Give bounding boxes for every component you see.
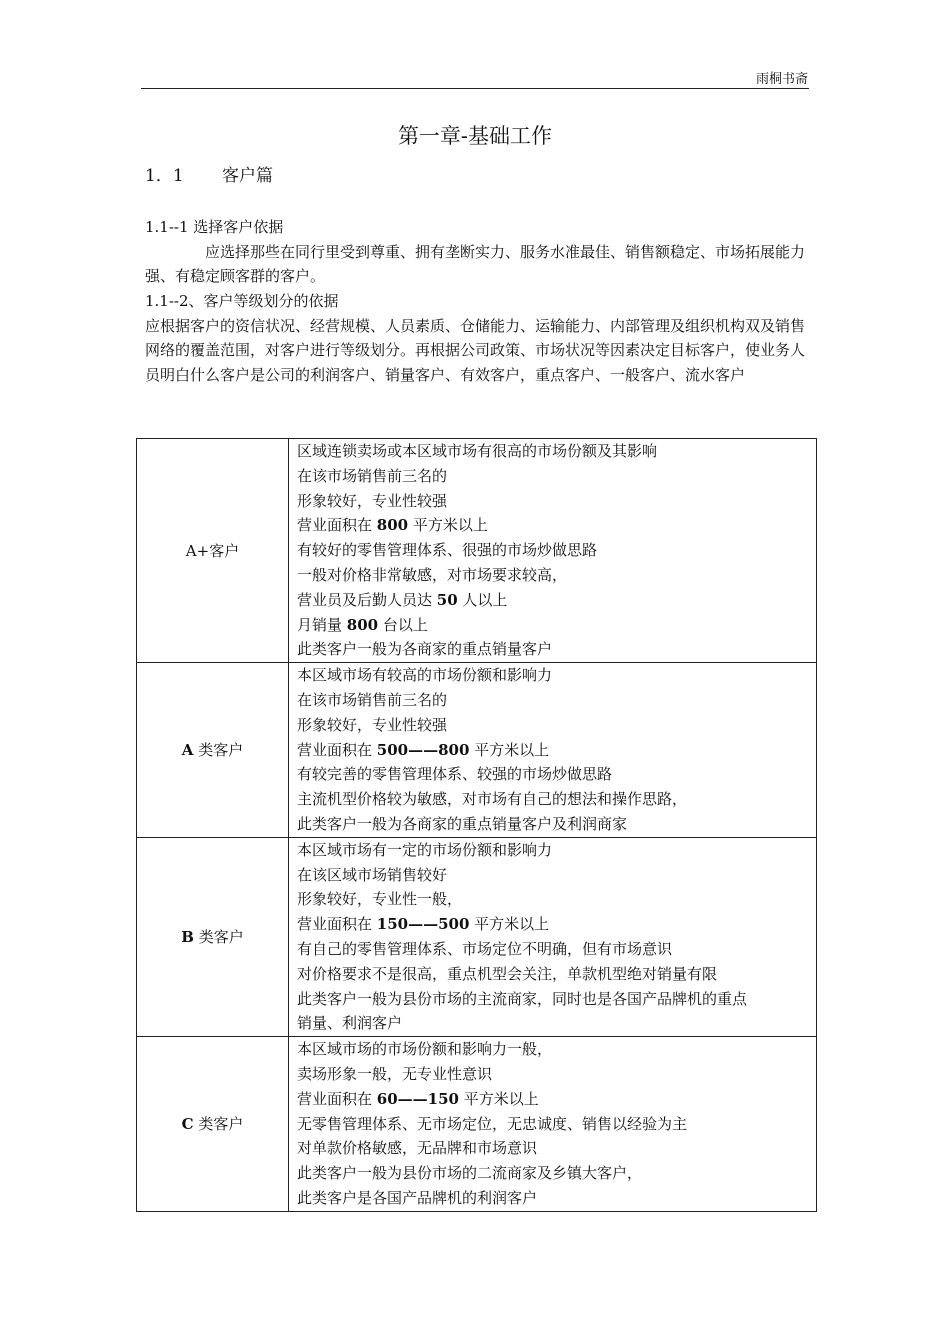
grade-cell bbox=[137, 663, 289, 838]
criteria-line: 本区域市场有一定的市场份额和影响力 bbox=[297, 840, 553, 859]
chapter-title: 第一章-基础工作 bbox=[397, 124, 553, 148]
grade-label: A 类客户 bbox=[181, 740, 244, 759]
grade-row bbox=[137, 439, 817, 663]
grade-cell bbox=[137, 837, 289, 1036]
criteria-line: 有较好的零售管理体系、很强的市场炒做思路 bbox=[297, 541, 598, 560]
subsection-2-title: 1.1--2、客户等级划分的依据 bbox=[145, 292, 339, 310]
criteria-line: 主流机型价格较为敏感，对市场有自己的想法和操作思路， bbox=[297, 790, 688, 809]
grade-row bbox=[137, 1037, 817, 1212]
grade-cell bbox=[137, 1037, 289, 1212]
subsection-1-title: 1.1--1 选择客户依据 bbox=[145, 218, 284, 236]
criteria-line: 在该区域市场销售较好 bbox=[297, 865, 448, 884]
grade-label: C 类客户 bbox=[181, 1114, 244, 1133]
subsection-2 bbox=[145, 289, 810, 387]
criteria-line: 本区域市场有较高的市场份额和影响力 bbox=[297, 666, 553, 685]
grade-table-body bbox=[137, 439, 817, 1212]
criteria-line: 对单款价格敏感，无品牌和市场意识 bbox=[297, 1139, 538, 1158]
criteria-cell bbox=[289, 663, 817, 838]
subsection-1-text: 应选择那些在同行里受到尊重、拥有垄断实力、服务水准最佳、销售额稳定、市场拓展能力强、有稳定顾客群的客户。 bbox=[145, 242, 806, 285]
criteria-cell bbox=[289, 439, 817, 663]
criteria-line: 区域连锁卖场或本区域市场有很高的市场份额及其影响 bbox=[297, 442, 658, 460]
section-heading bbox=[145, 163, 273, 189]
criteria-cell bbox=[289, 1037, 817, 1212]
criteria-line: 此类客户一般为各商家的重点销量客户及利润商家 bbox=[297, 814, 628, 833]
criteria-line: 无零售管理体系、无市场定位，无忠诚度、销售以经验为主 bbox=[297, 1114, 688, 1133]
criteria-line: 在该市场销售前三名的 bbox=[297, 690, 448, 709]
criteria-cell bbox=[289, 837, 817, 1036]
criteria-line: 形象较好，专业性较强 bbox=[297, 491, 448, 510]
criteria-line: 此类客户一般为县份市场的二流商家及乡镇大客户， bbox=[297, 1164, 643, 1183]
criteria-line: 此类客户一般为各商家的重点销量客户 bbox=[297, 640, 553, 659]
criteria-line: 营业面积在 500——800 平方米以上 bbox=[297, 740, 550, 759]
criteria-line: 卖场形象一般，无专业性意识 bbox=[297, 1064, 493, 1083]
criteria-line: 月销量 800 台以上 bbox=[297, 615, 428, 634]
header-brand: 雨桐书斋 bbox=[755, 72, 808, 87]
subsection-2-text: 应根据客户的资信状况、经营规模、人员素质、仓储能力、运输能力、内部管理及组织机构双及销售网络的覆盖范围，对客户进行等级划分。再根据公司政策、市场状况等因素决定目标客户，使业务人员明白什么客户是公司的利润客户、销量客户、有效客户，重点客户、一般客户、流水客户 bbox=[145, 316, 806, 384]
criteria-line: 形象较好，专业性较强 bbox=[297, 715, 448, 734]
criteria-line: 有自己的零售管理体系、市场定位不明确，但有市场意识 bbox=[297, 939, 673, 958]
subsection-1 bbox=[145, 215, 810, 289]
section-title: 客户篇 bbox=[222, 166, 273, 186]
criteria-line: 对价格要求不是很高，重点机型会关注，单款机型绝对销量有限 bbox=[297, 964, 718, 983]
criteria-line: 在该市场销售前三名的 bbox=[297, 466, 448, 485]
header-rule bbox=[141, 88, 809, 89]
criteria-line: 营业面积在 800 平方米以上 bbox=[297, 516, 488, 535]
grade-row bbox=[137, 663, 817, 838]
criteria-line: 此类客户是各国产品牌机的利润客户 bbox=[297, 1188, 538, 1207]
criteria-line: 营业面积在 150——500 平方米以上 bbox=[297, 915, 550, 934]
grade-label: A+客户 bbox=[185, 541, 240, 560]
grade-cell bbox=[137, 439, 289, 663]
grade-label: B 类客户 bbox=[181, 927, 244, 946]
criteria-line: 有较完善的零售管理体系、较强的市场炒做思路 bbox=[297, 765, 613, 784]
criteria-line: 本区域市场的市场份额和影响力一般， bbox=[297, 1040, 553, 1059]
criteria-line: 形象较好，专业性一般， bbox=[297, 890, 463, 909]
criteria-line: 一般对价格非常敏感，对市场要求较高， bbox=[297, 565, 568, 584]
criteria-line: 此类客户一般为县份市场的主流商家，同时也是各国产品牌机的重点 bbox=[297, 989, 748, 1008]
section-number: 1．1 bbox=[145, 166, 184, 186]
customer-grade-table bbox=[136, 438, 817, 1212]
criteria-line: 销量、利润客户 bbox=[297, 1014, 403, 1033]
criteria-line: 营业员及后勤人员达 50 人以上 bbox=[297, 590, 508, 609]
criteria-line: 营业面积在 60——150 平方米以上 bbox=[297, 1089, 539, 1108]
grade-row bbox=[137, 837, 817, 1036]
